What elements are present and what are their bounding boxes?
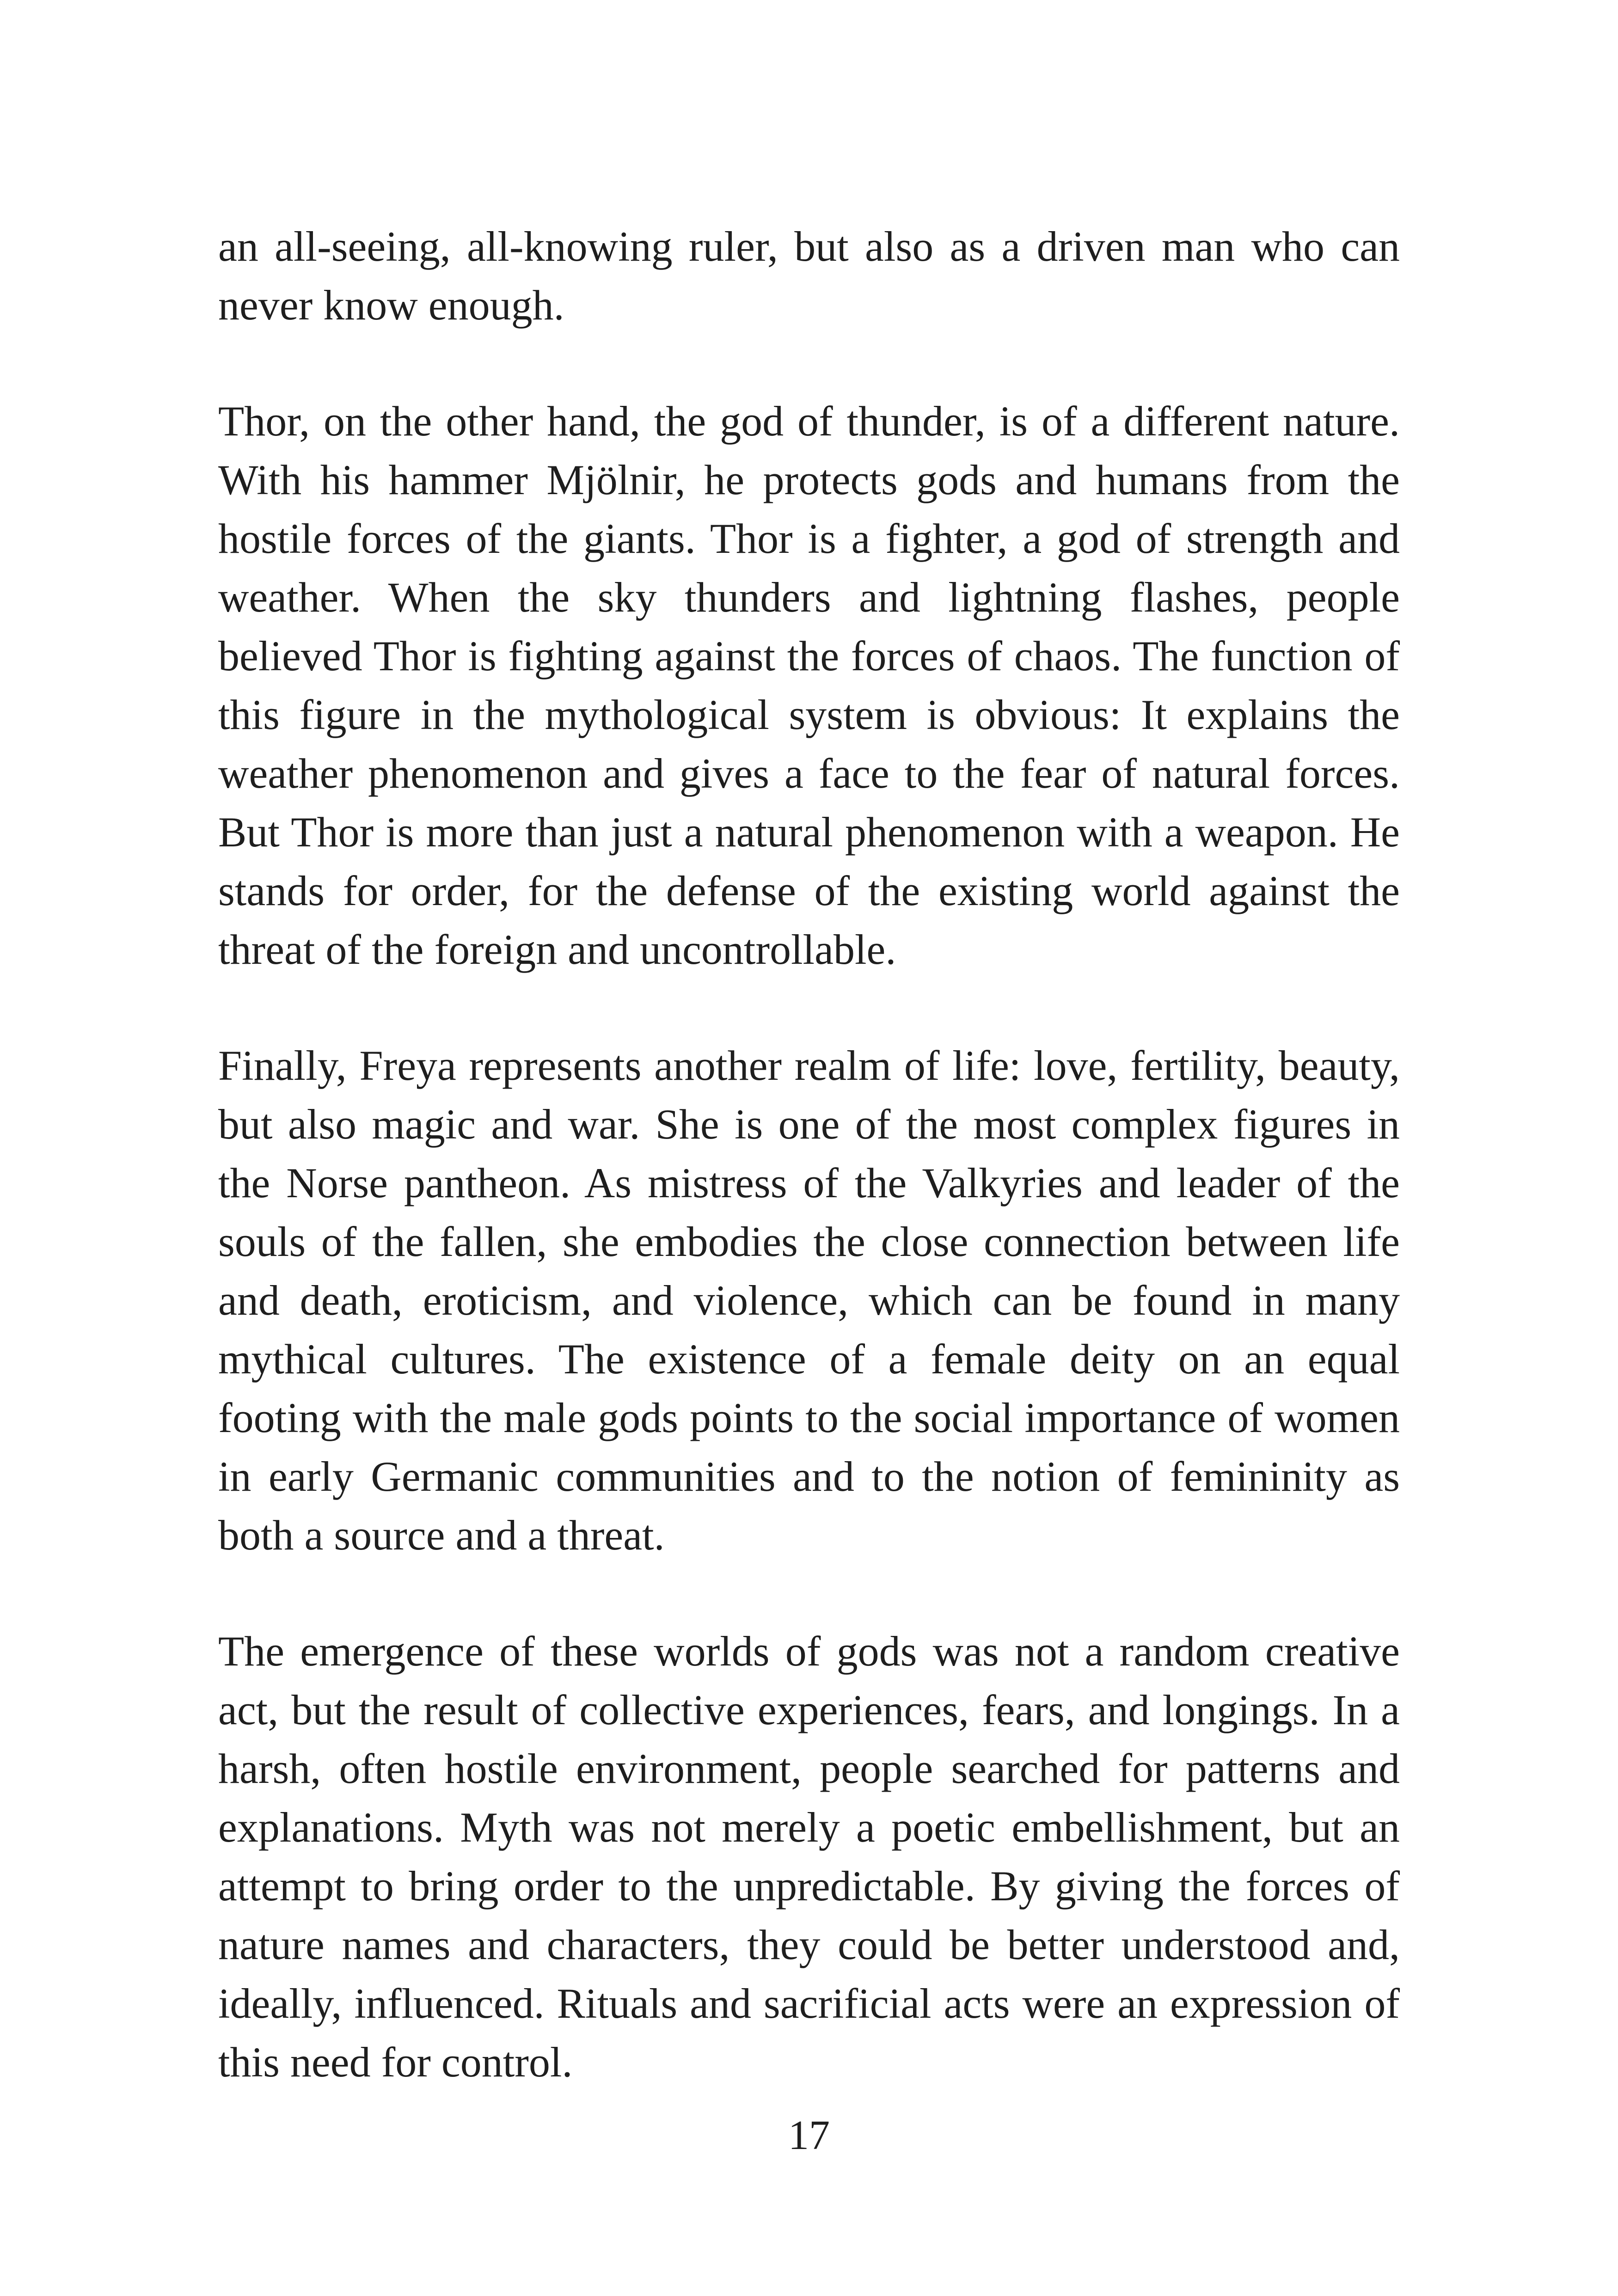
paragraph-thor: Thor, on the other hand, the god of thunder, is of a different nature. With his hammer Mjölnir, he protects gods and humans from the hostile forces of the giants. Thor is a fighter, a god of strength and weather. When the sky thunders and lightning flashes, people believed Thor is fighting against the forces of chaos. The function of this figure in the mythological system is obvious: It explains the weather phenomenon and gives a face to the fear of natural forces. But Thor is more than just a natural phenomenon with a weapon. He stands for order, for the defense of the existing world against the threat of the foreign and uncontrollable. (218, 398, 1400, 973)
paragraph-freya: Finally, Freya represents another realm of life: love, fertility, beauty, but also magic and war. She is one of the most complex figures in the Norse pantheon. As mistress of the Valkyries and leader of the souls of the fallen, she embodies the close connection between life and death, eroticism, and violence, which can be found in many mythical cultures. The existence of a female deity on an equal footing with the male gods points to the social importance of women in early Germanic communities and to the notion of femininity as both a source and a threat. (218, 1042, 1400, 1559)
paragraph-emergence-of-gods: The emergence of these worlds of gods was not a random creative act, but the result of collective experiences, fears, and longings. In a harsh, often hostile environment, people searched for patterns and explanations. Myth was not merely a poetic embellishment, but an attempt to bring order to the unpredictable. By giving the forces of nature names and characters, they could be better understood and, ideally, influenced. Rituals and sacrificial acts were an expression of this need for control. (218, 1628, 1400, 2086)
body-text (218, 217, 1400, 2092)
page-number: 17 (788, 2112, 830, 2158)
paragraph-odin-continuation: an all-seeing, all-knowing ruler, but also as a driven man who can never know enough. (218, 223, 1400, 329)
